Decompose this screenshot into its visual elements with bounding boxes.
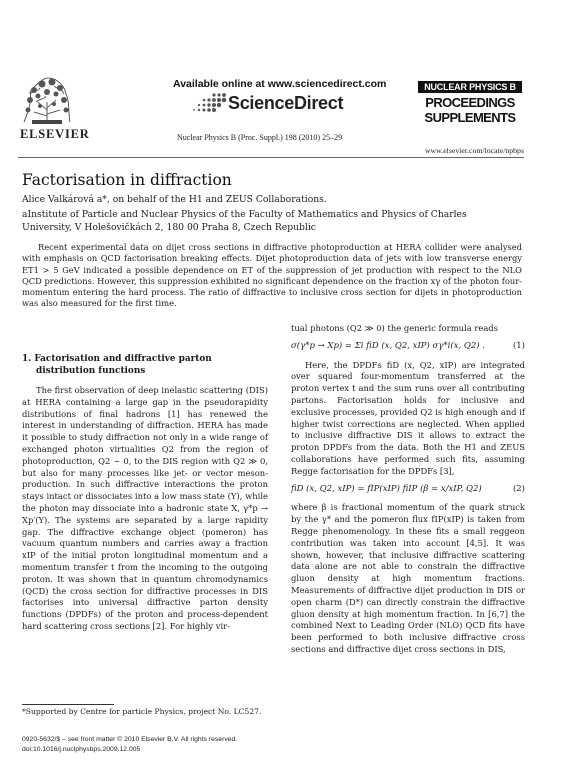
sciencedirect-dots-icon <box>192 92 230 116</box>
left-column <box>22 353 268 633</box>
elsevier-wordmark: ELSEVIER <box>20 127 90 141</box>
equation-1 <box>291 341 525 353</box>
footnote: *Supported by Centre for particle Physics, project No. LC527. <box>22 707 262 716</box>
equation-2 <box>291 484 525 496</box>
right-column <box>291 323 525 656</box>
section-paragraph-2: Here, the DPDFs fiD (x, Q2, xIP) are integrated over squared four-momentum transferred at the proton vertex t and the sum runs over all contributing partons. Factorisation holds for inclusive and exclusive processes, provided Q2 is high enough and if higher twist corrections are neglected. When applied to inclusive diffractive DIS it allows to extract the proton DPDFs from the data. Both the H1 and ZEUS collaborations have performed such fits, assuming Regge factorisation for the DPDFs [3], <box>291 359 525 476</box>
footnote-divider <box>22 704 114 705</box>
article-title: Factorisation in diffraction <box>22 171 232 189</box>
affiliation: aInstitute of Particle and Nuclear Physics of the Faculty of Mathematics and Physics of Charles University, V Holešovičkách 2, 180 00 Praha 8, Czech Republic <box>22 209 467 233</box>
doi-line[interactable]: doi:10.1016/j.nuclphysbps.2009.12.005 <box>22 746 141 753</box>
section-paragraph-3: where β is fractional momentum of the quark struck by the γ* and the pomeron flux fIP(xIP) is taken from Regge phenomenology. In these fits a small reggeon contribution was taken into account [4,5]. It was shown, however, that inclusive diffractive scattering data alone are not able to constrain the diffractive gluon density at high momentum fractions. Measurements of diffractive dijet production in DIS or open charm (D*) can directly constrain the diffractive gluon density at high momentum fraction. In [6,7] the combined Next to Leading Order (NLO) QCD fits have been performed to both inclusive diffractive cross sections and diffractive dijet cross sections in DIS, <box>291 502 525 654</box>
section-heading: 1. Factorisation and diffractive parton distribution functions <box>22 354 212 376</box>
copyright-block <box>22 735 237 755</box>
equation-2-body: fiD (x, Q2, xIP) = fIP(xIP) fiIP (β = x/xIP, Q2) <box>291 483 482 494</box>
equation-1-body: σ(γ*p → Xp) = Σi fiD (x, Q2, xIP) σγ*i(x, Q2) . <box>291 340 486 351</box>
author-line: Alice Valkárová a*, on behalf of the H1 and ZEUS Collaborations. <box>22 194 327 205</box>
equation-1-number: (1) <box>512 340 525 351</box>
header-divider <box>18 157 524 158</box>
abstract: Recent experimental data on dijet cross sections in diffractive photoproduction at HERA collider were analysed with emphasis on QCD factorisation breaking effects. Dijet photoproduction data of jets with low transverse energy ET1 > 5 GeV indicated a possible dependence on ET of the suppression of jet production with respect to the NLO QCD predictions. However, this suppression exhibited no significant dependence on the fraction xγ of the photon four-momentum entering the hard process. The ratio of diffractive to inclusive cross section for dijets in photoproduction was also measured for the first time. <box>22 242 522 309</box>
supplements-word: SUPPLEMENTS <box>424 110 516 125</box>
equation-2-number: (2) <box>512 483 525 494</box>
available-online-text: Available online at www.sciencedirect.com <box>173 78 387 90</box>
npb-banner: NUCLEAR PHYSICS B <box>418 81 522 93</box>
journal-website-link[interactable]: www.elsevier.com/locate/npbps <box>424 146 524 155</box>
section-paragraph-1: The first observation of deep inelastic scattering (DIS) at HERA containing a large gap in the pseudorapidity distributions of final hadrons [1] has renewed the interest in understanding of diffraction. HERA has made it possible to study diffraction not only in a wide range of exchanged photon virtualities Q2 from the region of photoproduction, Q2 ∼ 0, to the DIS region with Q2 ≫ 0, but also for many processes like jet- or vector meson-production. In such diffractive interactions the proton stays intact or dissociates into a low mass state (Y), while the photon may dissociate into a hadronic state X, γ*p → Xp′(Y). The systems are separated by a large rapidity gap. The diffractive exchange object (pomeron) has vacuum quantum numbers and carries away a fraction xIP of the initial proton longitudinal momentum and a momentum transfer t from the incoming to the outgoing proton. It was shown that in quantum chromodynamics (QCD) the cross section for diffractive processes in DIS factorises into universal diffractive parton density functions (DPDFs) of the proton and process-dependent hard scattering cross sections [2]. For highly vir- <box>22 385 268 631</box>
proceedings-supplements-logo <box>418 95 522 125</box>
copyright-line: 0920-5632/$ – see front matter © 2010 Elsevier B.V. All rights reserved. <box>22 736 238 743</box>
sciencedirect-wordmark: ScienceDirect <box>228 93 344 113</box>
proceedings-word: PROCEEDINGS <box>425 95 515 110</box>
section-paragraph-continued: tual photons (Q2 ≫ 0) the generic formula reads <box>291 323 498 333</box>
journal-citation: Nuclear Physics B (Proc. Suppl.) 198 (2010) 25–29 <box>177 133 343 142</box>
